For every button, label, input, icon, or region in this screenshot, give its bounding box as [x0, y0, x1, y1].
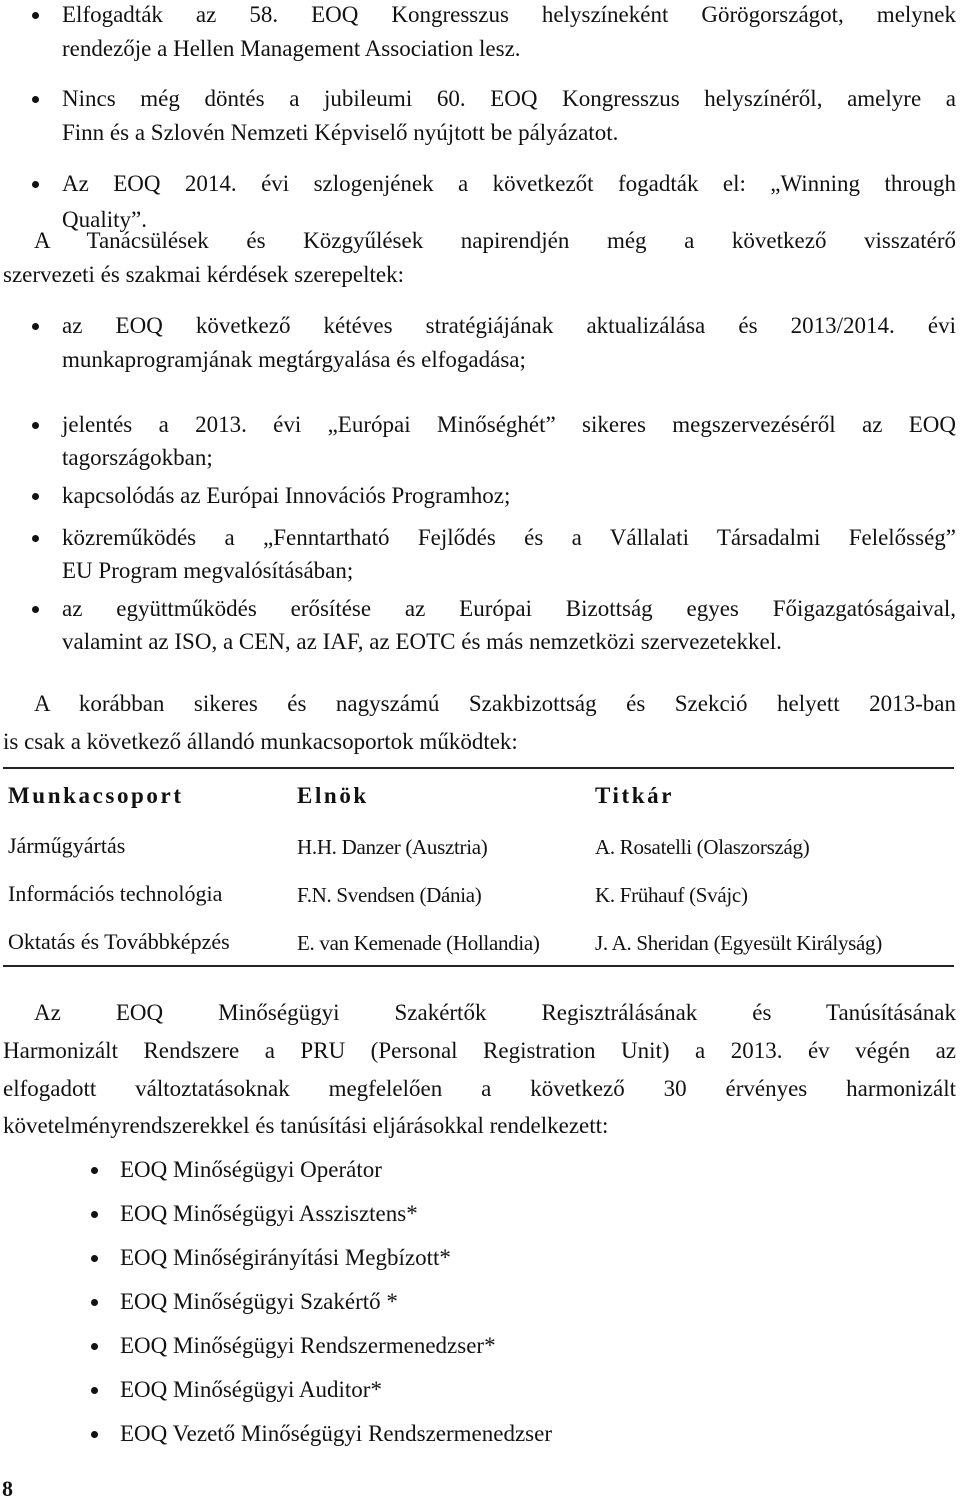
table-header-cell: Elnök — [297, 783, 369, 808]
bullet-icon — [32, 422, 39, 429]
bullet-icon — [32, 493, 39, 500]
bullet-icon — [91, 1343, 98, 1350]
list-item: EOQ Minőségügyi Szakértő * — [120, 1289, 398, 1314]
paragraph-line: A korábban sikeres és nagyszámú Szakbizottság és Szekció helyett 2013-ban — [34, 691, 956, 716]
bullet-icon — [32, 606, 39, 613]
list-item-line: jelentés a 2013. évi „Európai Minőséghét” sikeres megszervezéséről az EOQ — [62, 412, 956, 437]
list-item-line: Quality”. — [62, 207, 147, 232]
paragraph-line: is csak a következő állandó munkacsoportok működtek: — [3, 729, 518, 754]
list-item-line: valamint az ISO, a CEN, az IAF, az EOTC és más nemzetközi szervezetekkel. — [62, 629, 782, 654]
list-item: EOQ Minőségügyi Auditor* — [120, 1377, 382, 1402]
table-header-cell: Titkár — [595, 783, 675, 808]
table-cell: E. van Kemenade (Hollandia) — [297, 931, 540, 955]
list-item-line: rendezője a Hellen Management Association lesz. — [62, 36, 521, 61]
list-item-line: Nincs még döntés a jubileumi 60. EOQ Kongresszus helyszínéről, amelyre a — [62, 86, 956, 111]
table-cell: Oktatás és Továbbképzés — [8, 929, 230, 954]
list-item-line: Elfogadták az 58. EOQ Kongresszus helyszíneként Görögországot, melynek — [62, 2, 956, 27]
list-item: EOQ Minőségügyi Operátor — [120, 1157, 382, 1182]
table-cell: F.N. Svendsen (Dánia) — [297, 883, 482, 907]
bullet-icon — [91, 1431, 98, 1438]
table-rule-bottom — [3, 965, 954, 967]
list-item-line: az együttműködés erősítése az Európai Bizottság egyes Főigazgatóságaival, — [62, 596, 956, 621]
list-item-line: az EOQ következő kétéves stratégiájának aktualizálása és 2013/2014. évi — [62, 313, 956, 338]
paragraph-line: Harmonizált Rendszere a PRU (Personal Registration Unit) a 2013. év végén az — [3, 1038, 956, 1063]
table-cell: Járműgyártás — [8, 833, 126, 858]
list-item-line: tagországokban; — [62, 445, 213, 470]
list-item: EOQ Minőségirányítási Megbízott* — [120, 1245, 451, 1270]
paragraph-line: elfogadott változtatásoknak megfelelően a következő 30 érvényes harmonizált — [3, 1076, 956, 1101]
table-cell: H.H. Danzer (Ausztria) — [297, 835, 488, 859]
bullet-icon — [91, 1167, 98, 1174]
list-item: EOQ Minőségügyi Asszisztens* — [120, 1201, 418, 1226]
paragraph-line: szervezeti és szakmai kérdések szerepeltek: — [3, 262, 405, 287]
table-header-cell: Munkacsoport — [8, 783, 184, 808]
bullet-icon — [91, 1299, 98, 1306]
bullet-icon — [32, 323, 39, 330]
table-cell: A. Rosatelli (Olaszország) — [595, 835, 810, 859]
table-cell: Információs technológia — [8, 881, 223, 906]
paragraph-line: A Tanácsülések és Közgyűlések napirendjén még a következő visszatérő — [34, 228, 956, 253]
bullet-icon — [91, 1387, 98, 1394]
paragraph-line: Az EOQ Minőségügyi Szakértők Regisztrálásának és Tanúsításának — [34, 1000, 956, 1025]
list-item-line: Az EOQ 2014. évi szlogenjének a következőt fogadták el: „Winning through — [62, 171, 956, 196]
table-cell: K. Frühauf (Svájc) — [595, 883, 748, 907]
list-item-line: Finn és a Szlovén Nemzeti Képviselő nyújtott be pályázatot. — [62, 120, 619, 145]
bullet-icon — [91, 1211, 98, 1218]
bullet-icon — [32, 181, 39, 188]
bullet-icon — [32, 96, 39, 103]
list-item-line: munkaprogramjának megtárgyalása és elfogadása; — [62, 347, 526, 372]
bullet-icon — [91, 1255, 98, 1262]
paragraph-line: követelményrendszerekkel és tanúsítási eljárásokkal rendelkezett: — [3, 1113, 609, 1138]
list-item: EOQ Minőségügyi Rendszermenedzser* — [120, 1333, 496, 1358]
table-rule-top — [3, 767, 954, 769]
page-number: 8 — [2, 1476, 13, 1501]
list-item-line: EU Program megvalósításában; — [62, 558, 354, 583]
list-item-line: közreműködés a „Fenntartható Fejlődés és a Vállalati Társadalmi Felelősség” — [62, 525, 956, 550]
bullet-icon — [32, 535, 39, 542]
table-cell: J. A. Sheridan (Egyesült Királyság) — [595, 931, 882, 955]
bullet-icon — [32, 12, 39, 19]
list-item: EOQ Vezető Minőségügyi Rendszermenedzser — [120, 1421, 552, 1446]
list-item-line: kapcsolódás az Európai Innovációs Programhoz; — [62, 483, 511, 508]
